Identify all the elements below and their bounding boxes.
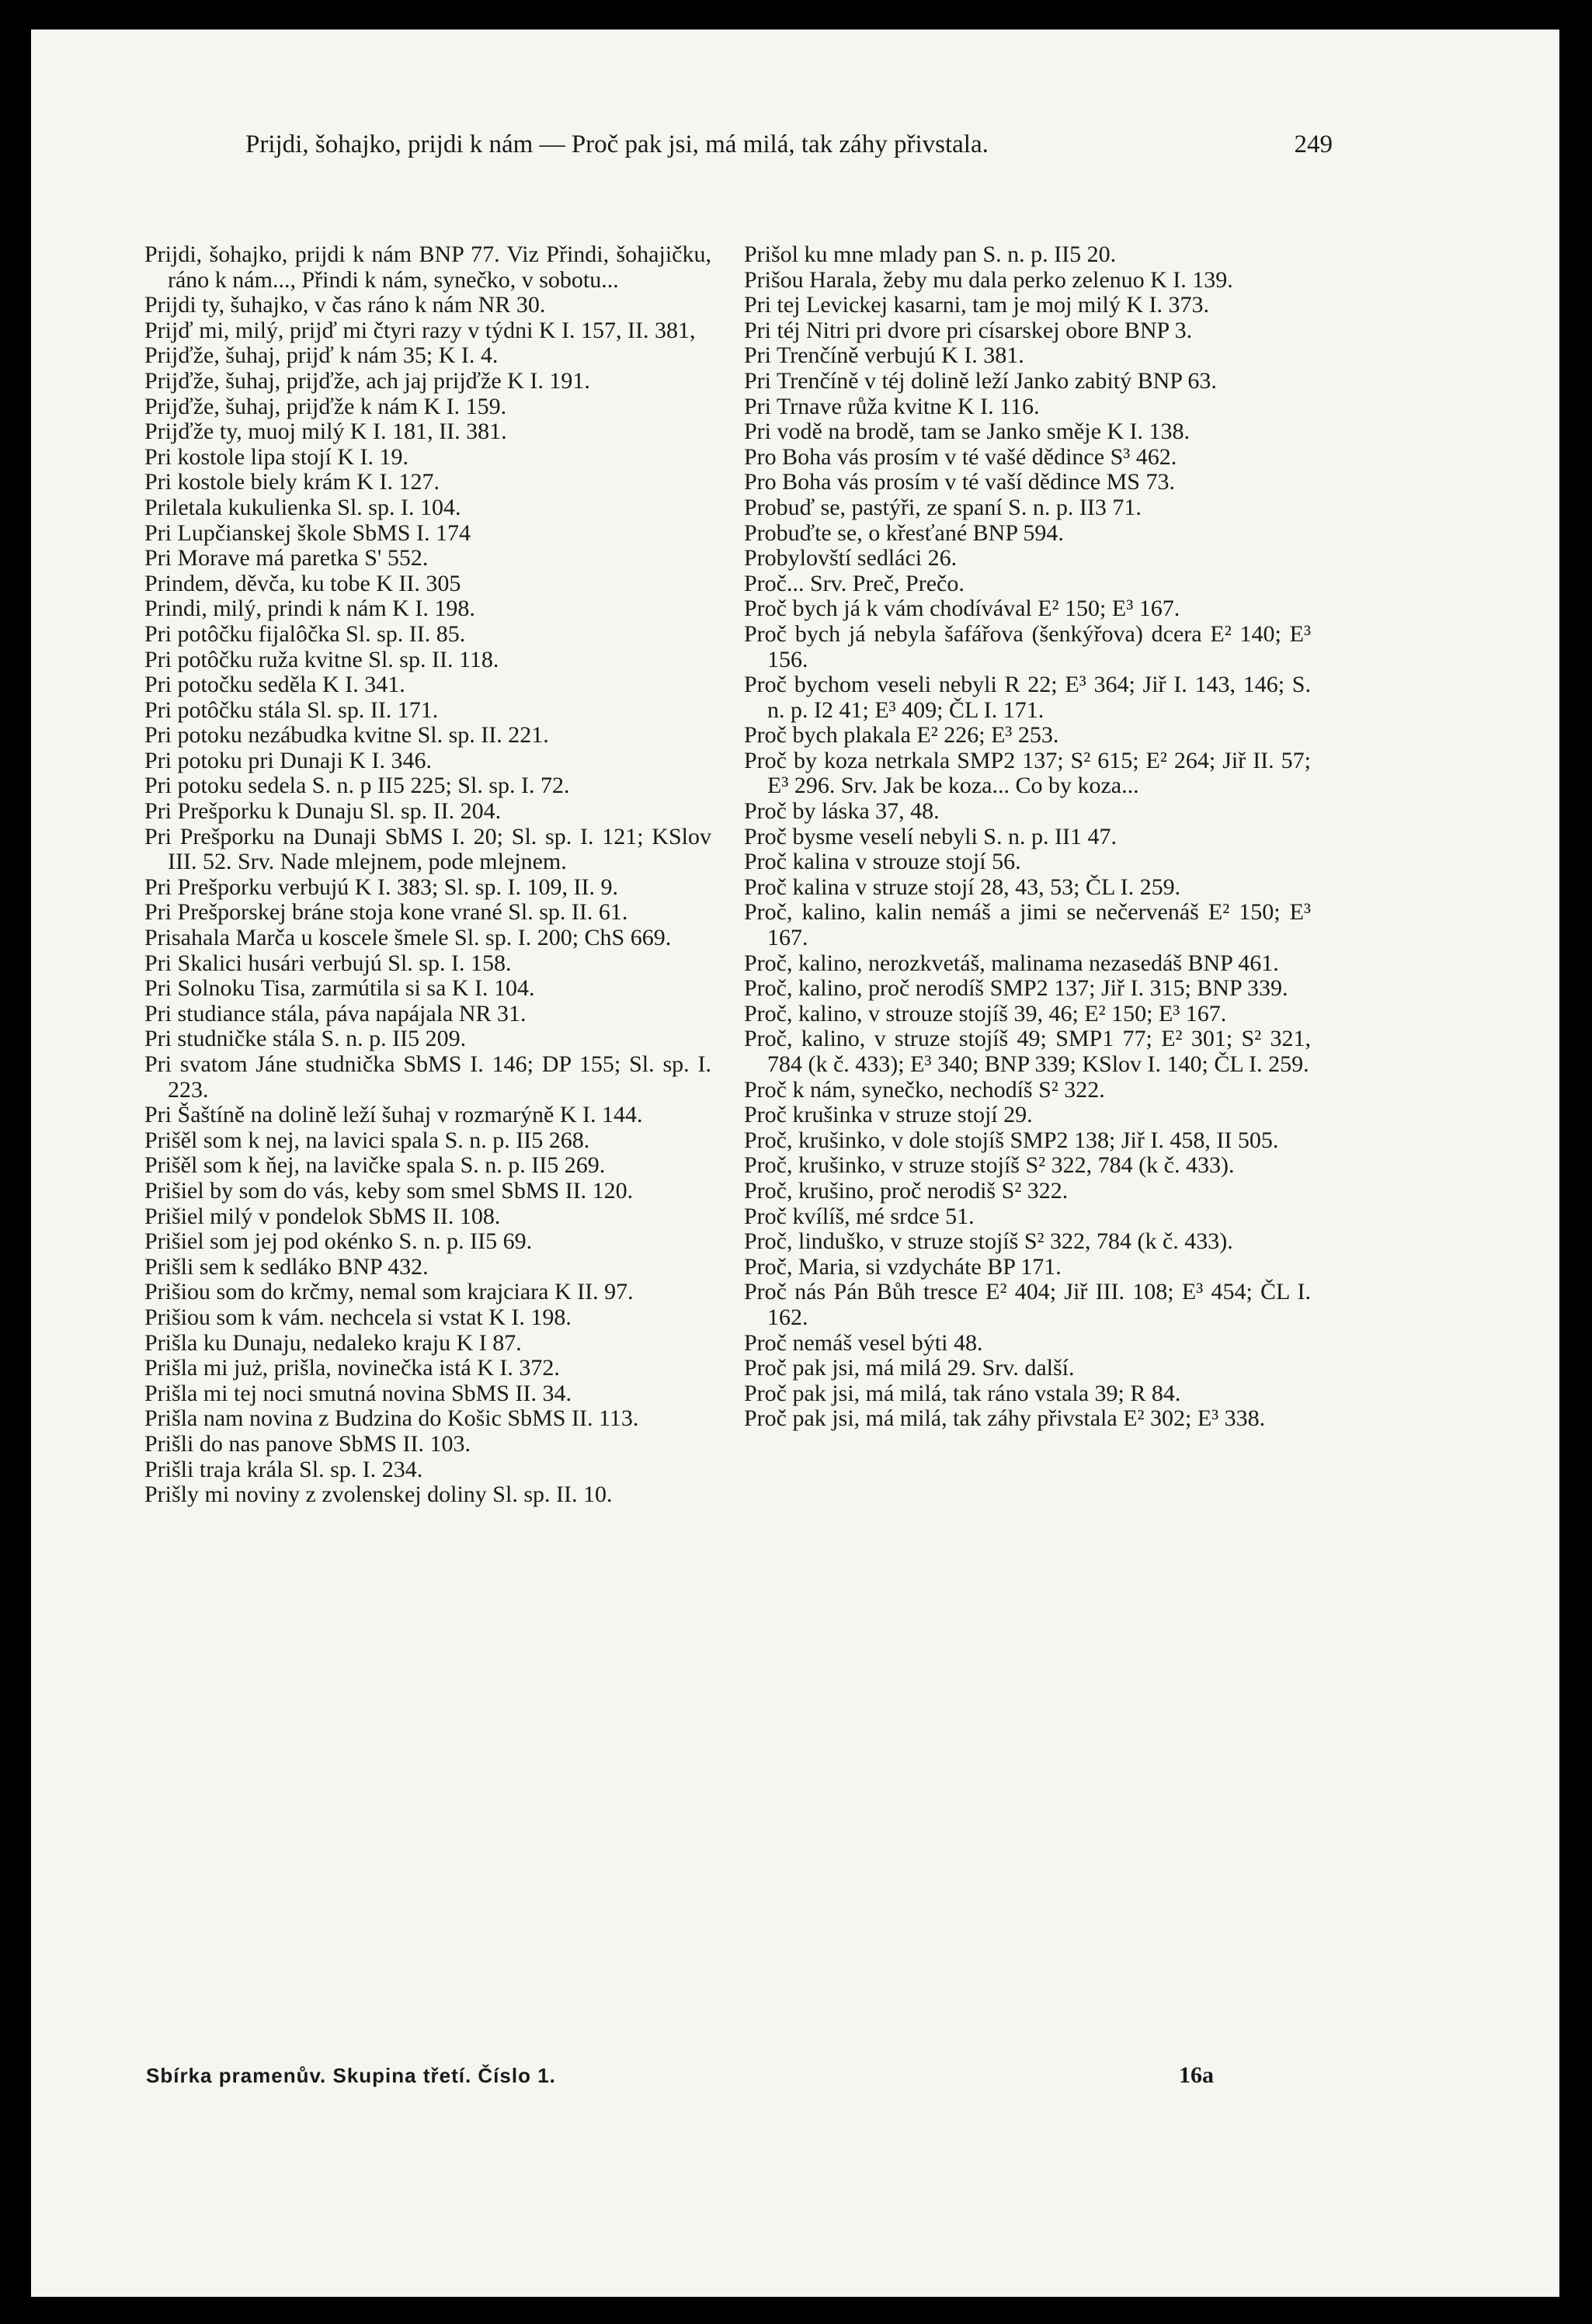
index-entry: Proč pak jsi, má milá, tak záhy přivstala E² 302; E³ 338.	[744, 1405, 1266, 1432]
index-entry: Proč, kalino, nerozkvetáš, malinama nezasedáš BNP 461.	[744, 950, 1279, 976]
index-entry: Prijď mi, milý, prijď mi čtyri razy v týdni K I. 157, II. 381,	[144, 317, 696, 343]
index-entry: Proč pak jsi, má milá 29. Srv. další.	[744, 1355, 1075, 1381]
index-entry: Prijdi, šohajko, prijdi k nám BNP 77. Viz Přindi, šohajičku, ráno k nám..., Přindi k nám, synečko, v sobotu...	[144, 241, 711, 293]
index-entry: Pri studiance stála, páva napájala NR 31.	[144, 1000, 527, 1027]
index-entry: Pri Prešporskej bráne stoja kone vrané Sl. sp. II. 61.	[144, 899, 628, 926]
index-entry: Probuď se, pastýři, ze spaní S. n. p. II3 71.	[744, 494, 1142, 520]
index-entry: Proč, kalino, v strouze stojíš 39, 46; E² 150; E³ 167.	[744, 1000, 1227, 1027]
index-entry: Prišli sem k sedláko BNP 432.	[144, 1253, 429, 1280]
index-entry: Pri Trnave růža kvitne K I. 116.	[744, 393, 1040, 419]
index-entry: Proč krušinka v struze stojí 29.	[744, 1102, 1033, 1128]
index-entry: Prišiel milý v pondelok SbMS II. 108.	[144, 1203, 501, 1229]
index-entry: Prišla mi tej noci smutná novina SbMS II. 34.	[144, 1380, 572, 1406]
index-entry: Pri vodě na brodě, tam se Janko směje K I. 138.	[744, 419, 1191, 445]
index-entry: Pro Boha vás prosím v té vaší dědince MS 73.	[744, 469, 1175, 495]
index-entry: Proč, krušino, proč nerodiš S² 322.	[744, 1177, 1069, 1204]
index-entry: Prijďže, šuhaj, prijďže, ach jaj prijďže K I. 191.	[144, 367, 590, 394]
index-entry: Proč, linduško, v struze stojíš S² 322, 784 (k č. 433).	[744, 1228, 1233, 1255]
index-entry: Pri kostole biely krám K I. 127.	[144, 469, 440, 495]
signature-mark: 16a	[1179, 2062, 1214, 2088]
index-entry: Proč, kalino, proč nerodíš SMP2 137; Jiř I. 315; BNP 339.	[744, 975, 1288, 1002]
index-entry: Proč kalina v struze stojí 28, 43, 53; ČL I. 259.	[744, 874, 1181, 900]
index-entry: Pri Solnoku Tisa, zarmútila si sa K I. 104.	[144, 975, 535, 1002]
index-entry: Proč, krušinko, v dole stojíš SMP2 138; Jiř I. 458, II 505.	[744, 1127, 1279, 1153]
left-column	[144, 242, 711, 1508]
index-entry: Proč nemáš vesel býti 48.	[744, 1329, 983, 1356]
index-entry: Prišěl som k ňej, na lavičke spala S. n. p. II5 269.	[144, 1152, 606, 1179]
index-entry: Pri Prešporku na Dunaji SbMS I. 20; Sl. sp. I. 121; KSlov III. 52. Srv. Nade mlejnem, pode mlejnem.	[144, 823, 711, 875]
index-entry: Proč... Srv. Preč, Prečo.	[744, 570, 965, 596]
index-entry: Pri Lupčianskej škole SbMS I. 174	[144, 519, 471, 546]
index-entry: Prišli traja krála Sl. sp. I. 234.	[144, 1456, 423, 1482]
index-entry: Prijďže, šuhaj, prijď k nám 35; K I. 4.	[144, 342, 499, 369]
page-number: 249	[1294, 130, 1333, 158]
index-entry: Proč kvílíš, mé srdce 51.	[744, 1203, 975, 1229]
index-entry: Proč by láska 37, 48.	[744, 798, 940, 825]
index-entry: Pri Šaštíně na dolině leží šuhaj v rozmarýně K I. 144.	[144, 1102, 643, 1128]
index-entry: Prišli do nas panove SbMS II. 103.	[144, 1430, 471, 1457]
index-entry: Pri Morave má paretka S' 552.	[144, 545, 429, 571]
index-entry: Prindi, milý, prindi k nám K I. 198.	[144, 596, 475, 622]
index-entry: Pri studničke stála S. n. p. II5 209.	[144, 1026, 467, 1052]
index-entry: Prijďže, šuhaj, prijďže k nám K I. 159.	[144, 393, 507, 419]
index-entry: Pri téj Nitri pri dvore pri císarskej obore BNP 3.	[744, 317, 1193, 343]
index-entry: Pri Prešporku k Dunaju Sl. sp. II. 204.	[144, 798, 502, 825]
index-entry: Prišiou som do krčmy, nemal som krajciara K II. 97.	[144, 1279, 634, 1305]
index-entry: Probuďte se, o křesťané BNP 594.	[744, 519, 1064, 546]
index-entry: Prišěl som k nej, na lavici spala S. n. p. II5 268.	[144, 1127, 590, 1153]
index-entry: Pri potoku pri Dunaji K I. 346.	[144, 747, 432, 773]
index-entry: Prišiel by som do vás, keby som smel SbMS II. 120.	[144, 1177, 634, 1204]
index-entry: Proč, krušinko, v struze stojíš S² 322, 784 (k č. 433).	[744, 1152, 1235, 1179]
index-entry: Proč, Maria, si vzdycháte BP 171.	[744, 1253, 1062, 1280]
index-entry: Pri potočku seděla K I. 341.	[144, 672, 405, 698]
index-entry: Prijdi ty, šuhajko, v čas ráno k nám NR 30.	[144, 292, 546, 318]
index-entry: Pri potôčku ruža kvitne Sl. sp. II. 118.	[144, 646, 499, 672]
index-entry: Prišla mi już, prišla, novinečka istá K I. 372.	[144, 1355, 560, 1381]
index-entry: Proč, kalino, v struze stojíš 49; SMP1 77; E² 301; S² 321, 784 (k č. 433); E³ 340; BNP 339; KSlov I. 140; ČL I. 259.	[744, 1026, 1311, 1077]
index-entry: Pri potôčku stála Sl. sp. II. 171.	[144, 697, 439, 723]
index-entry: Prišly mi noviny z zvolenskej doliny Sl. sp. II. 10.	[144, 1482, 613, 1508]
index-entry: Pri Trenčíně verbujú K I. 381.	[744, 342, 1024, 369]
running-title: Prijdi, šohajko, prijdi k nám — Proč pak jsi, má milá, tak záhy přivstala.	[245, 130, 989, 158]
index-entry: Pri Prešporku verbujú K I. 383; Sl. sp. I. 109, II. 9.	[144, 874, 618, 900]
running-header	[245, 129, 1333, 160]
index-entry: Prindem, děvča, ku tobe K II. 305	[144, 570, 461, 596]
index-entry: Proč pak jsi, má milá, tak ráno vstala 39; R 84.	[744, 1380, 1181, 1406]
index-entry: Proč bychom veseli nebyli R 22; E³ 364; Jiř I. 143, 146; S. n. p. I2 41; E³ 409; ČL I. 171.	[744, 672, 1311, 723]
index-entry: Prijďže ty, muoj milý K I. 181, II. 381.	[144, 419, 507, 445]
index-entry: Pro Boha vás prosím v té vašé dědince S³ 462.	[744, 443, 1177, 470]
index-entry: Pri Trenčíně v téj dolině leží Janko zabitý BNP 63.	[744, 367, 1217, 394]
index-entry: Proč, kalino, kalin nemáš a jimi se nečervenáš E² 150; E³ 167.	[744, 899, 1311, 951]
page	[31, 30, 1559, 2297]
index-entry: Probylovští sedláci 26.	[744, 545, 958, 571]
index-entry: Proč bysme veselí nebyli S. n. p. II1 47.	[744, 823, 1117, 849]
index-entry: Prišla ku Dunaju, nedaleko kraju K I 87.	[144, 1329, 522, 1356]
right-column	[744, 242, 1311, 1432]
series-footer: Sbírka pramenův. Skupina třetí. Číslo 1.	[146, 2064, 556, 2087]
index-entry: Prišla nam novina z Budzina do Košic SbMS II. 113.	[144, 1405, 639, 1432]
index-entry: Proč k nám, synečko, nechodíš S² 322.	[744, 1076, 1105, 1103]
index-entry: Pri svatom Jáne studnička SbMS I. 146; DP 155; Sl. sp. I. 223.	[144, 1051, 711, 1103]
index-entry: Proč bych já nebyla šafářova (šenkýřova) dcera E² 140; E³ 156.	[744, 620, 1311, 672]
index-entry: Pri Skalici husári verbujú Sl. sp. I. 158.	[144, 950, 512, 976]
index-entry: Prisahala Marča u koscele šmele Sl. sp. I. 200; ChS 669.	[144, 925, 672, 951]
index-entry: Pri potoku nezábudka kvitne Sl. sp. II. 221.	[144, 722, 549, 749]
index-entry: Pri potôčku fijalôčka Sl. sp. II. 85.	[144, 620, 466, 647]
index-entry: Proč nás Pán Bůh tresce E² 404; Jiř III. 108; E³ 454; ČL I. 162.	[744, 1279, 1311, 1330]
index-entry: Prišiou som k vám. nechcela si vstat K I. 198.	[144, 1304, 572, 1330]
index-entry: Proč by koza netrkala SMP2 137; S² 615; E² 264; Jiř II. 57; E³ 296. Srv. Jak be koza... Co by koza...	[744, 747, 1311, 799]
index-entry: Pri potoku sedela S. n. p II5 225; Sl. sp. I. 72.	[144, 773, 570, 799]
index-entry: Prišiel som jej pod okénko S. n. p. II5 69.	[144, 1228, 533, 1255]
index-entry: Priletala kukulienka Sl. sp. I. 104.	[144, 494, 461, 520]
index-entry: Prišol ku mne mlady pan S. n. p. II5 20.	[744, 241, 1117, 267]
index-entry: Proč bych já k vám chodívával E² 150; E³ 167.	[744, 596, 1180, 622]
index-entry: Proč bych plakala E² 226; E³ 253.	[744, 722, 1059, 749]
index-entry: Proč kalina v strouze stojí 56.	[744, 849, 1021, 875]
index-entry: Pri kostole lipa stojí K I. 19.	[144, 443, 408, 470]
index-entry: Pri tej Levickej kasarni, tam je moj milý K I. 373.	[744, 292, 1210, 318]
index-entry: Prišou Harala, žeby mu dala perko zelenuo K I. 139.	[744, 266, 1233, 293]
